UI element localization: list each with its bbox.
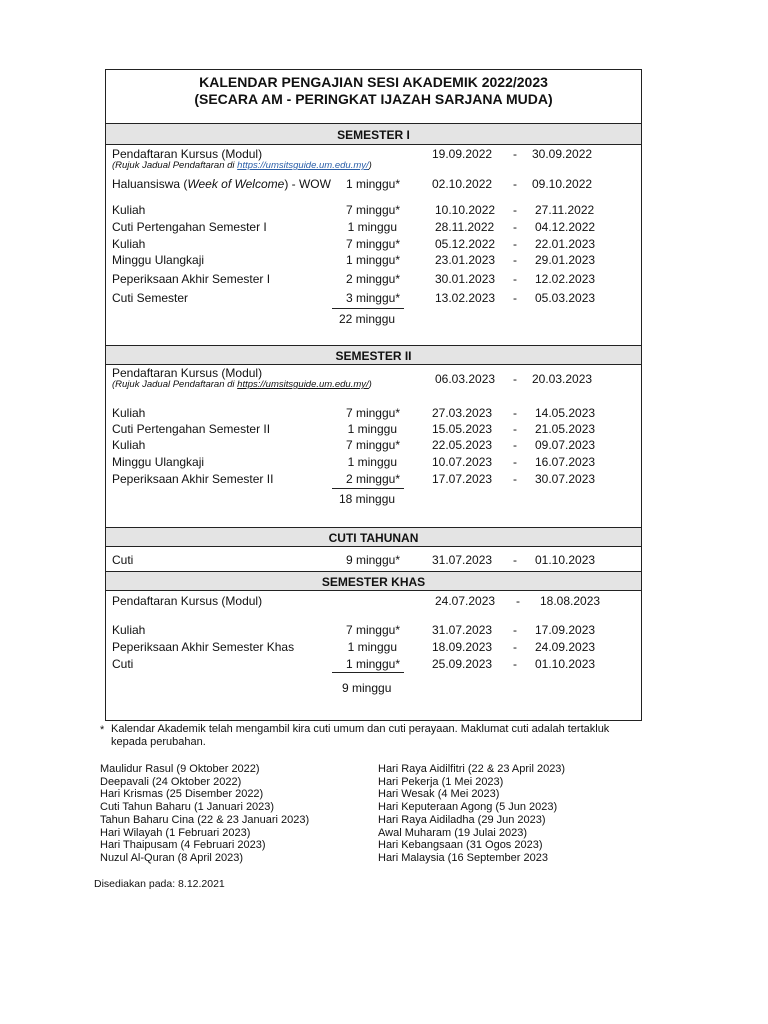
row-start: 23.01.2023 [435,253,496,267]
holiday-item: Cuti Tahun Baharu (1 Januari 2023) [100,801,275,814]
row-start: 15.05.2023 [432,422,493,436]
holiday-item: Hari Raya Aidilfitri (22 & 23 April 2023) [378,763,566,775]
row-end: 21.05.2023 [535,422,596,436]
page-subtitle: (SECARA AM - PERINGKAT IJAZAH SARJANA MUDA) [194,91,553,107]
row-start: 30.01.2023 [435,272,496,286]
row-activity: Kuliah [112,623,146,637]
row-dash: - [513,147,517,161]
row-activity: Kuliah [112,406,146,420]
row-end: 04.12.2022 [535,220,596,234]
row-start: 22.05.2023 [432,438,493,452]
row-duration: 1 minggu [347,640,397,654]
section-header-khas: SEMESTER KHAS [321,575,426,589]
row-activity: Cuti [112,553,134,567]
row-end: 20.03.2023 [532,372,593,386]
row-start: 19.09.2022 [432,147,493,161]
row-start: 25.09.2023 [432,657,493,671]
row-start: 10.07.2023 [432,455,493,469]
section-header-sem2: SEMESTER II [335,349,412,363]
row-activity: Kuliah [112,237,146,251]
row-dash: - [513,553,517,567]
row-end: 29.01.2023 [535,253,596,267]
holiday-item: Hari Wesak (4 Mei 2023) [378,788,500,801]
page-title: KALENDAR PENGAJIAN SESI AKADEMIK 2022/2023 [199,74,548,90]
row-activity: Minggu Ulangkaji [112,455,205,469]
holiday-item: Hari Raya Aidiladha (29 Jun 2023) [378,813,546,826]
divider [106,590,641,591]
holiday-item: Hari Pekerja (1 Mei 2023) [378,775,504,788]
row-start: 31.07.2023 [432,553,493,567]
row-duration: 1 minggu [347,422,397,436]
row-start: 10.10.2022 [435,203,496,217]
row-end: 27.11.2022 [535,203,595,217]
total-underline [332,672,404,673]
total-weeks: 18 minggu [339,492,396,506]
row-dash: - [513,657,517,671]
footnote-mark: * [100,724,105,736]
row-activity: Peperiksaan Akhir Semester Khas [112,640,295,654]
row-activity: Peperiksaan Akhir Semester I [112,272,271,286]
row-activity: Pendaftaran Kursus (Modul) [112,594,263,608]
row-end: 09.07.2023 [535,438,596,452]
registration-note: (Rujuk Jadual Pendaftaran di https://umsitsguide.um.edu.my/) [112,379,372,390]
row-end: 01.10.2023 [535,553,596,567]
row-dash: - [516,594,520,608]
total-weeks: 22 minggu [339,312,396,326]
divider [106,144,641,145]
row-duration: 7 minggu* [345,438,400,452]
row-activity: Kuliah [112,203,146,217]
row-end: 22.01.2023 [535,237,596,251]
row-dash: - [513,640,517,654]
row-start: 17.07.2023 [432,472,493,486]
row-dash: - [513,406,517,420]
row-duration: 2 minggu* [345,472,400,486]
holiday-item: Maulidur Rasul (9 Oktober 2022) [100,763,260,775]
total-weeks: 9 minggu [342,681,392,695]
footnote-text-1: Kalendar Akademik telah mengambil kira cuti umum dan cuti perayaan. Maklumat cuti adalah tertakluk [111,723,610,735]
row-duration: 1 minggu [347,220,397,234]
row-end: 09.10.2022 [532,177,593,191]
row-duration: 2 minggu* [345,272,400,286]
row-start: 06.03.2023 [435,372,496,386]
row-duration: 1 minggu* [345,253,400,267]
section-header-sem1: SEMESTER I [337,128,410,142]
row-duration: 7 minggu* [345,203,400,217]
holiday-item: Nuzul Al-Quran (8 April 2023) [100,851,244,864]
row-activity: Kuliah [112,438,146,452]
holiday-item: Tahun Baharu Cina (22 & 23 Januari 2023) [100,813,310,826]
row-activity: Cuti Pertengahan Semester I [112,220,267,234]
row-dash: - [513,220,517,234]
row-duration: 1 minggu* [345,177,400,191]
row-duration: 7 minggu* [345,237,400,251]
row-start: 28.11.2022 [435,220,495,234]
row-duration: 3 minggu* [345,291,400,305]
row-duration: 7 minggu* [345,406,400,420]
holiday-item: Hari Wilayah (1 Februari 2023) [100,826,251,839]
row-activity: Haluansiswa (Week of Welcome) - WOW [112,177,331,191]
row-dash: - [513,203,517,217]
row-start: 02.10.2022 [432,177,493,191]
row-activity: Cuti Semester [112,291,189,305]
row-activity: Cuti [112,657,134,671]
holiday-item: Hari Kebangsaan (31 Ogos 2023) [378,839,543,852]
row-dash: - [513,422,517,436]
row-activity: Pendaftaran Kursus (Modul) [112,366,263,380]
row-dash: - [513,472,517,486]
divider [106,364,641,365]
section-header-cuti: CUTI TAHUNAN [328,531,419,545]
row-dash: - [513,291,517,305]
row-start: 18.09.2023 [432,640,493,654]
row-dash: - [513,372,517,386]
row-activity: Cuti Pertengahan Semester II [112,422,271,436]
holiday-item: Awal Muharam (19 Julai 2023) [378,826,527,839]
row-dash: - [513,177,517,191]
row-end: 16.07.2023 [535,455,596,469]
holiday-item: Hari Keputeraan Agong (5 Jun 2023) [378,801,558,814]
row-start: 27.03.2023 [432,406,493,420]
holiday-item: Hari Krismas (25 Disember 2022) [100,788,264,801]
row-activity: Peperiksaan Akhir Semester II [112,472,274,486]
row-end: 24.09.2023 [535,640,596,654]
row-end: 14.05.2023 [535,406,596,420]
footnote-text-2: kepada perubahan. [111,736,206,748]
row-duration: 1 minggu [347,455,397,469]
row-dash: - [513,253,517,267]
row-dash: - [513,623,517,637]
row-end: 12.02.2023 [535,272,596,286]
row-start: 31.07.2023 [432,623,493,637]
row-end: 30.09.2022 [532,147,593,161]
row-dash: - [513,455,517,469]
row-dash: - [513,237,517,251]
row-start: 05.12.2022 [435,237,496,251]
total-underline [332,488,404,489]
row-duration: 1 minggu* [345,657,400,671]
registration-link[interactable]: https://umsitsguide.um.edu.my/ [237,160,369,171]
registration-note: (Rujuk Jadual Pendaftaran di https://umsitsguide.um.edu.my/) [112,160,372,171]
divider [106,546,641,547]
row-end: 18.08.2023 [540,594,601,608]
row-duration: 7 minggu* [345,623,400,637]
row-end: 17.09.2023 [535,623,596,637]
holiday-item: Hari Malaysia (16 September 2023 [378,851,548,864]
holiday-item: Deepavali (24 Oktober 2022) [100,775,242,788]
registration-link[interactable]: https://umsitsguide.um.edu.my/ [237,379,369,390]
holiday-item: Hari Thaipusam (4 Februari 2023) [100,839,266,852]
row-dash: - [513,438,517,452]
row-start: 24.07.2023 [435,594,496,608]
row-activity: Pendaftaran Kursus (Modul) [112,147,263,161]
total-underline [332,308,404,309]
row-end: 30.07.2023 [535,472,596,486]
calendar-table [105,69,642,721]
row-end: 01.10.2023 [535,657,596,671]
row-end: 05.03.2023 [535,291,596,305]
row-dash: - [513,272,517,286]
row-duration: 9 minggu* [345,553,400,567]
row-activity: Minggu Ulangkaji [112,253,205,267]
prepared-date: Disediakan pada: 8.12.2021 [94,878,225,890]
row-start: 13.02.2023 [435,291,496,305]
